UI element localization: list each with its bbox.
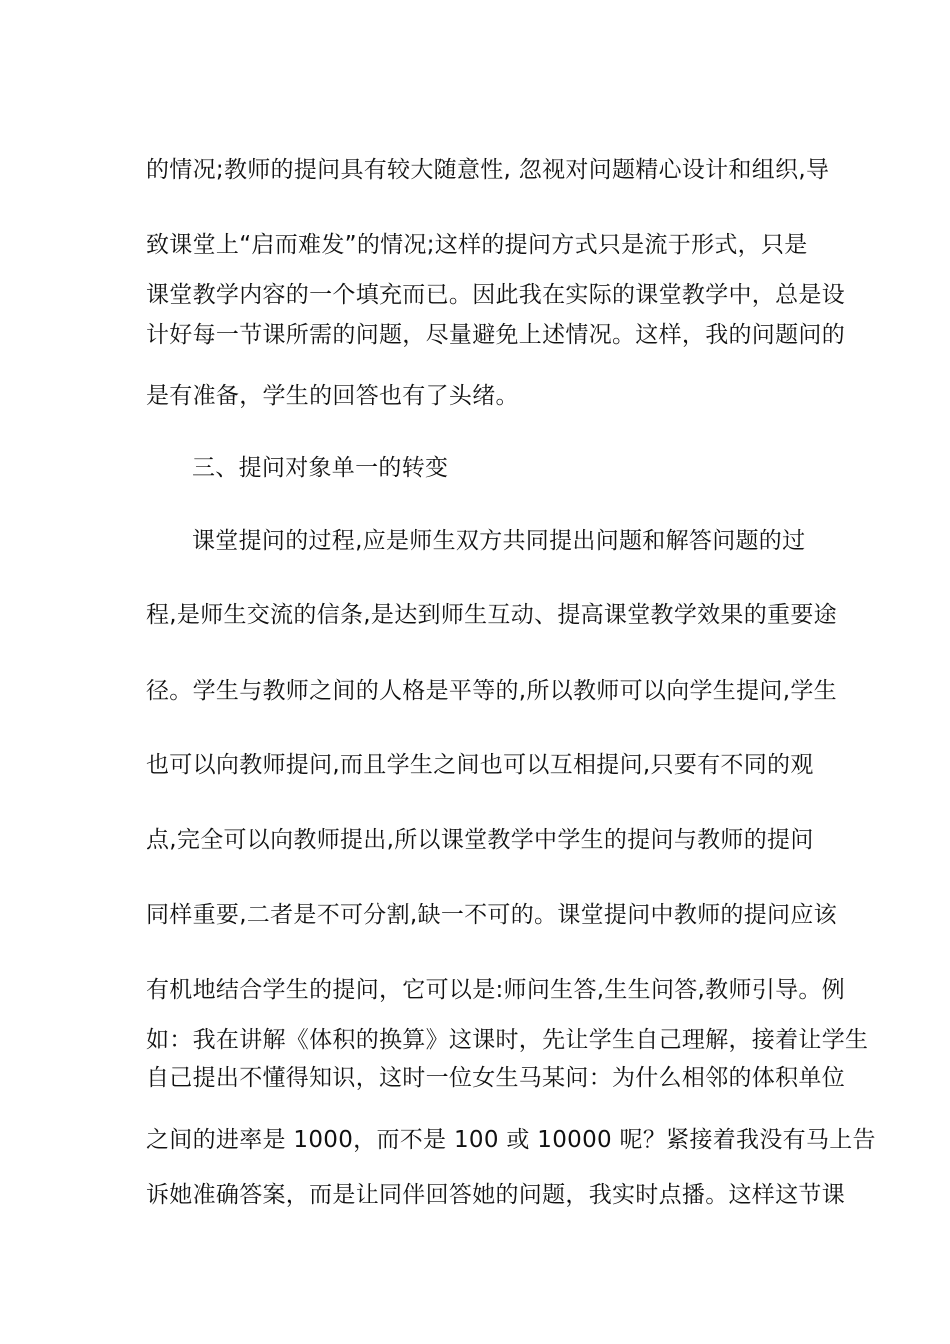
text-line-3: 课堂教学内容的一个填充而已。因此我在实际的课堂教学中，总是设 xyxy=(146,282,845,308)
text-line-11: 点,完全可以向教师提出,所以课堂教学中学生的提问与教师的提问 xyxy=(146,827,814,853)
text-line-2: 致课堂上“启而难发”的情况;这样的提问方式只是流于形式，只是 xyxy=(146,232,808,258)
text-line-8: 程,是师生交流的信条,是达到师生互动、提高课堂教学效果的重要途 xyxy=(146,602,837,628)
text-line-1: 的情况;教师的提问具有较大随意性, 忽视对问题精心设计和组织,导 xyxy=(146,157,830,183)
text-line-4: 计好每一节课所需的问题，尽量避免上述情况。这样，我的问题问的 xyxy=(146,322,845,348)
text-line-15: 自己提出不懂得知识，这时一位女生马某问：为什么相邻的体积单位 xyxy=(146,1065,845,1091)
text-line-7: 课堂提问的过程,应是师生双方共同提出问题和解答问题的过 xyxy=(192,528,806,554)
text-line-5: 是有准备，学生的回答也有了头绪。 xyxy=(146,383,519,409)
text-line-16: 之间的进率是 1000，而不是 100 或 10000 呢？紧接着我没有马上告 xyxy=(146,1127,876,1153)
text-line-17: 诉她准确答案，而是让同伴回答她的问题，我实时点播。这样这节课 xyxy=(146,1182,845,1208)
text-line-13: 有机地结合学生的提问，它可以是:师问生答,生生问答,教师引导。例 xyxy=(146,977,845,1003)
text-line-12: 同样重要,二者是不可分割,缺一不可的。课堂提问中教师的提问应该 xyxy=(146,902,837,928)
text-line-9: 径。学生与教师之间的人格是平等的,所以教师可以向学生提问,学生 xyxy=(146,678,837,704)
text-line-14: 如：我在讲解《体积的换算》这课时，先让学生自己理解，接着让学生 xyxy=(146,1027,869,1053)
text-line-10: 也可以向教师提问,而且学生之间也可以互相提问,只要有不同的观 xyxy=(146,752,814,778)
section-heading: 三、提问对象单一的转变 xyxy=(192,455,449,481)
